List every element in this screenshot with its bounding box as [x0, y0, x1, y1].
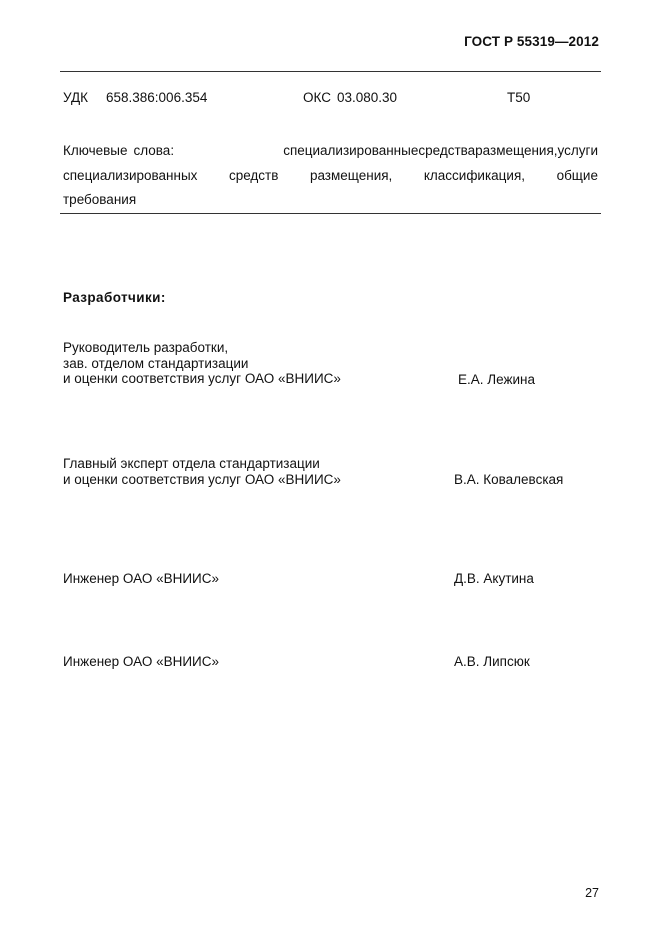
keywords-word: специализированные: [283, 143, 419, 158]
role-line: Главный эксперт отдела стандартизации: [63, 456, 320, 471]
standard-code: ГОСТ Р 55319—2012: [464, 34, 599, 49]
role-line: и оценки соответствия услуг ОАО «ВНИИС»: [63, 471, 341, 487]
developers-heading: Разработчики:: [63, 290, 166, 305]
keywords-word: услуги: [557, 143, 598, 158]
keywords-line-3: [63, 188, 598, 213]
bottom-divider: [60, 213, 601, 214]
keywords-word: общие: [556, 167, 598, 183]
oks-label: ОКС: [303, 90, 331, 105]
developer-name: Д.В. Акутина: [454, 571, 534, 586]
keywords-word: классификация,: [423, 167, 526, 183]
keywords-word: размещения,: [475, 143, 558, 158]
developer-role: [63, 456, 341, 487]
group-code: Т50: [507, 90, 531, 105]
developer-name: А.В. Липсюк: [454, 654, 530, 669]
udk-label: УДК: [63, 90, 88, 105]
keywords-word: требования: [63, 192, 137, 207]
keywords-word: Ключевые: [63, 143, 128, 158]
keywords-line-2: [63, 164, 598, 189]
role-line: зав. отделом стандартизации: [63, 355, 249, 371]
keywords-line-1: [63, 139, 598, 164]
developer-role: [63, 571, 219, 587]
keywords-word: специализированных: [63, 167, 198, 183]
developer-name: Е.А. Лежина: [458, 372, 536, 387]
developer-role: [63, 654, 219, 670]
developer-role: [63, 340, 341, 387]
oks-value: 03.080.30: [337, 90, 398, 105]
keywords-word: размещения,: [309, 167, 393, 183]
role-line: и оценки соответствия услуг ОАО «ВНИИС»: [63, 371, 341, 386]
keywords-word: средств: [228, 167, 279, 183]
udk-value: 658.386:006.354: [106, 90, 208, 105]
role-line: Инженер ОАО «ВНИИС»: [63, 654, 220, 669]
developer-name: В.А. Ковалевская: [454, 472, 564, 487]
role-line: Руководитель разработки,: [63, 340, 229, 355]
keywords-paragraph: [63, 139, 598, 213]
keywords-word: средства: [418, 143, 476, 158]
role-line: Инженер ОАО «ВНИИС»: [63, 571, 220, 586]
keywords-word: слова:: [133, 143, 175, 158]
top-divider: [60, 71, 601, 72]
page-number: 27: [585, 886, 599, 900]
